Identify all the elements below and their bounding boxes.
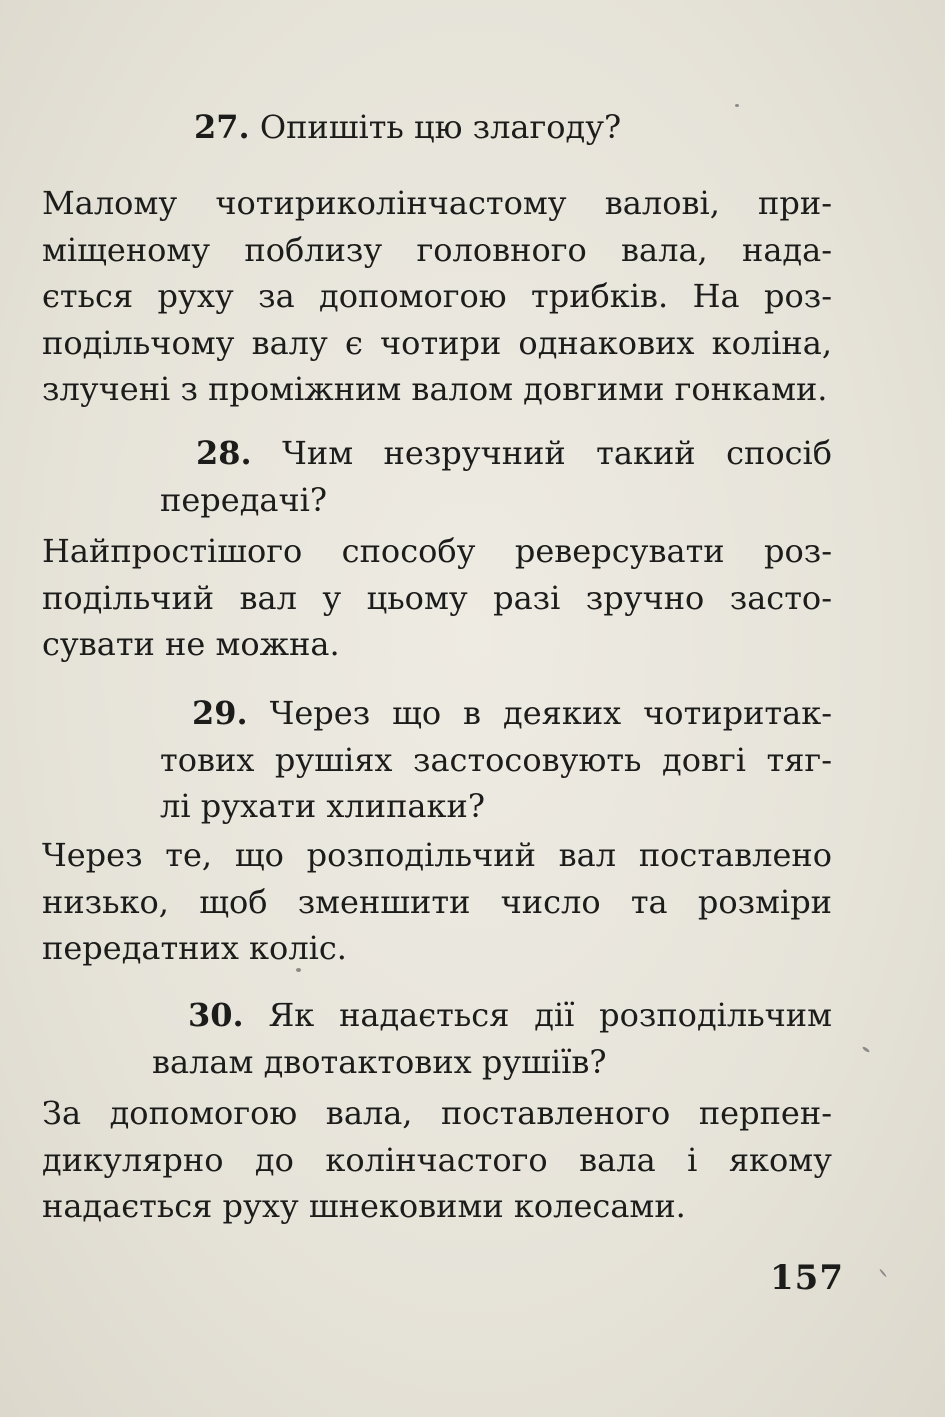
answer-30: [42, 1090, 832, 1230]
question-27: [194, 104, 621, 151]
answer-line: подільчому валу є чотири однакових коліна,: [42, 323, 832, 362]
paper-speck: [862, 1046, 870, 1053]
question-number: 28.: [196, 434, 252, 472]
question-line: валам двотактових рушіїв?: [152, 1042, 607, 1081]
paper-speck: [735, 104, 739, 107]
question-line: тових рушіях застосовують довгі тяг-: [160, 740, 832, 779]
answer-line: надається руху шнековими колесами.: [42, 1187, 686, 1225]
question-line: лі рухати хлипаки?: [160, 787, 485, 825]
question-number: 30.: [188, 996, 244, 1034]
answer-line: дикулярно до колінчастого вала і якому: [42, 1140, 832, 1179]
question-line: 30. Як надається дії розподільчим: [188, 996, 833, 1034]
question-line: 29. Через що в деяких чотиритак-: [192, 694, 832, 732]
paper-speck: [296, 968, 301, 972]
answer-line: Найпростішого способу реверсувати роз-: [42, 532, 832, 570]
answer-line: подільчий вал у цьому разі зручно засто-: [42, 578, 832, 617]
answer-line: міщеному поблизу головного вала, нада-: [42, 230, 832, 269]
question-number: 29.: [192, 694, 248, 732]
answer-line: Малому чотириколінчастому валові, при-: [42, 184, 832, 222]
answer-line: Через те, що розподільчий вал поставлено: [42, 836, 832, 874]
question-29: [160, 690, 832, 830]
paper-speck: [879, 1269, 887, 1278]
answer-line: низько, щоб зменшити число та розміри: [42, 882, 832, 921]
question-30: [152, 992, 832, 1085]
answer-29: [42, 832, 832, 972]
question-number: 27.: [194, 108, 250, 146]
answer-line: передатних коліс.: [42, 929, 347, 967]
answer-27: [42, 180, 832, 413]
answer-line: злучені з проміжним валом довгими гонками.: [42, 370, 828, 408]
answer-line: За допомогою вала, поставленого перпен-: [42, 1094, 832, 1132]
answer-line: ється руху за допомогою трибків. На роз-: [42, 277, 832, 315]
question-line: 27. Опишіть цю злагоду?: [194, 108, 622, 146]
question-line: передачі?: [160, 480, 328, 519]
page-number: 157: [770, 1258, 844, 1298]
question-28: [160, 430, 832, 523]
question-line: 28. Чим незручний такий спосіб: [196, 434, 833, 472]
answer-line: сувати не можна.: [42, 625, 340, 663]
answer-28: [42, 528, 832, 668]
